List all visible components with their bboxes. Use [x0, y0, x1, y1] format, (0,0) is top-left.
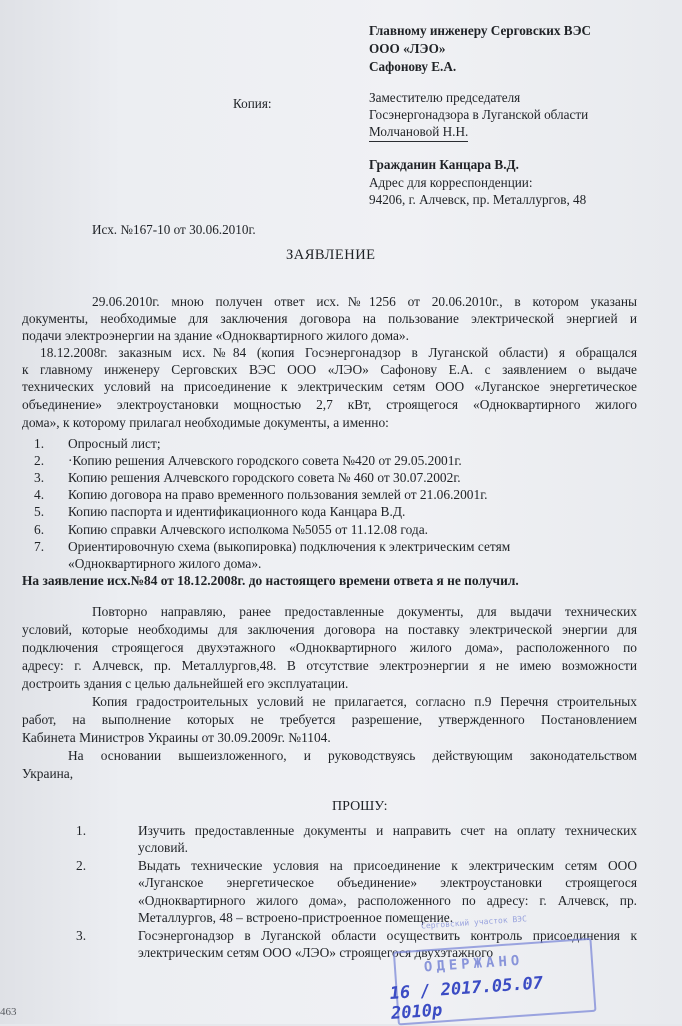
request-line: «Луганское энергетическое объединение» электроустановки строящегося — [138, 875, 637, 891]
doc-7-continuation: «Одноквартирного жилого дома». — [68, 556, 262, 571]
doc-item-text: ·Копию решения Алчевского городского совета №420 от 29.05.2001г. — [68, 453, 462, 469]
copy-line-1: Заместителю председателя — [369, 90, 521, 105]
request-title: ПРОШУ: — [332, 799, 388, 814]
stamp-received-word: ОДЕРЖАНО — [423, 952, 524, 976]
copy-line-3: Молчановой Н.Н. — [369, 124, 468, 142]
doc-item-text: Ориентировочную схема (выкопировка) подключения к электрическим сетям — [68, 538, 511, 554]
para5-line-1: На основании вышеизложенного, и руководствуясь действующим законодательством — [68, 748, 637, 763]
doc-item-text: Копию договора на право временного пользования землей от 21.06.2001г. — [68, 487, 488, 503]
doc-item-number: 1. — [34, 436, 45, 451]
para2-line-3: технических условий на присоединение к электрическим сетям ООО «Луганское энергетическое — [22, 379, 637, 394]
stamp-organization: Серговский участок ВЭС — [420, 914, 528, 931]
para3-line-3: подключения строящегося двухэтажного «Одноквартирного жилого дома», расположенного по — [22, 640, 637, 655]
received-stamp — [381, 908, 597, 1022]
para2-line-5: дома», к которому прилагал необходимые документы, а именно: — [22, 415, 389, 430]
doc-item-number: 6. — [34, 521, 45, 537]
doc-item-number: 3. — [34, 470, 45, 486]
from-address: 94206, г. Алчевск, пр. Металлургов, 48 — [369, 192, 587, 207]
margin-number: 463 — [0, 1006, 17, 1018]
outgoing-ref: Исх. №167-10 от 30.06.2010г. — [92, 222, 256, 237]
doc-item-text: Копию паспорта и идентификационного кода Канцара В.Д. — [68, 504, 406, 520]
request-line: Выдать технические условия на присоединение к электрическим сетям ООО — [138, 858, 637, 873]
para1-line-1: 29.06.2010г. мною получен ответ исх.№1256 от 20.06.2010г., в котором указаны — [92, 294, 637, 309]
para3-line-1: Повторно направляю, ранее предоставленные документы, для выдачи технических — [92, 604, 637, 619]
doc-item-number: 5. — [34, 504, 45, 520]
para3-line-4: адресу: г. Алчевск, пр. Металлургов,48. В отсутствие электроэнергии я не имею возможности — [22, 658, 637, 673]
doc-item-text: Копию решения Алчевского городского совета № 460 от 30.07.2002г. — [68, 470, 461, 486]
request-line: электрическим сетям ООО «ЛЭО» строящегося двухэтажного — [138, 945, 494, 961]
para3-line-5: достроить здания с целью дальнейшей его эксплуатации. — [22, 676, 349, 691]
document-title: ЗАЯВЛЕНИЕ — [286, 247, 376, 263]
request-number: 1. — [76, 823, 87, 838]
request-line: Изучить предоставленные документы и направить счет на оплату технических — [138, 823, 637, 838]
para2-line-2: к главному инженеру Серговских ВЭС ООО «ЛЭО» Сафонову Е.А. с заявлением о выдаче — [22, 362, 637, 377]
to-line-3: Сафонову Е.А. — [369, 59, 457, 74]
para4-line-1: Копия градостроительных условий не прилагается, согласно п.9 Перечня строительных — [92, 694, 637, 709]
para3-line-2: условий, которые необходимы для заключения договора на поставку электрической энергии для — [22, 622, 637, 637]
to-line-1: Главному инженеру Серговских ВЭС — [369, 23, 592, 38]
copy-label: Копия: — [233, 96, 272, 111]
stamp-date: 16 / 2017.05.07 2010р — [389, 973, 544, 1024]
request-line: «Одноквартирного жилого дома», расположенного по адресу: г. Алчевск, пр. — [138, 892, 637, 908]
para2-line-4: объединение» электроустановки мощностью 2,7 кВт, строящегося «Одноквартирного жилого — [22, 397, 637, 412]
para5-line-2: Украина, — [22, 766, 74, 781]
doc-item-number: 7. — [34, 538, 45, 554]
doc-item-number: 2. — [34, 453, 45, 469]
para4-line-2: работ, на выполнение которых не требуется разрешение, утвержденного Постановлением — [22, 712, 637, 727]
para1-line-2: документы, необходимые для заключения договора на пользование электрической энергией и — [22, 311, 637, 326]
request-line: Госэнергонадзор в Луганской области осуществить контроль присоединения к — [138, 928, 637, 943]
request-line: Металлургов, 48 – встроено-пристроенное помещение. — [138, 910, 454, 926]
para4-line-3: Кабинета Министров Украины от 30.09.2009г. №1104. — [22, 730, 331, 745]
para2-line-1: 18.12.2008г. заказным исх.№84 (копия Госэнергонадзор в Луганской области) я обращался — [40, 345, 637, 360]
doc-item-text: Копию справки Алчевского исполкома №5055 от 11.12.08 года. — [68, 521, 429, 537]
request-number: 2. — [76, 858, 87, 873]
doc-item-number: 4. — [34, 487, 45, 503]
from-address-label: Адрес для корреспонденции: — [369, 175, 533, 190]
from-name: Гражданин Канцара В.Д. — [369, 157, 519, 172]
to-line-2: ООО «ЛЭО» — [369, 41, 446, 56]
copy-line-2: Госэнергонадзора в Луганской области — [369, 107, 589, 122]
para1-line-3: подачи электроэнергии на здание «Одноквартирного жилого дома». — [22, 328, 409, 343]
no-answer-statement: На заявление исх.№84 от 18.12.2008г. до настоящего времени ответа я не получил. — [22, 573, 519, 588]
request-line: условий. — [138, 840, 189, 856]
doc-item-text: Опросный лист; — [68, 436, 161, 451]
request-number: 3. — [76, 928, 87, 943]
